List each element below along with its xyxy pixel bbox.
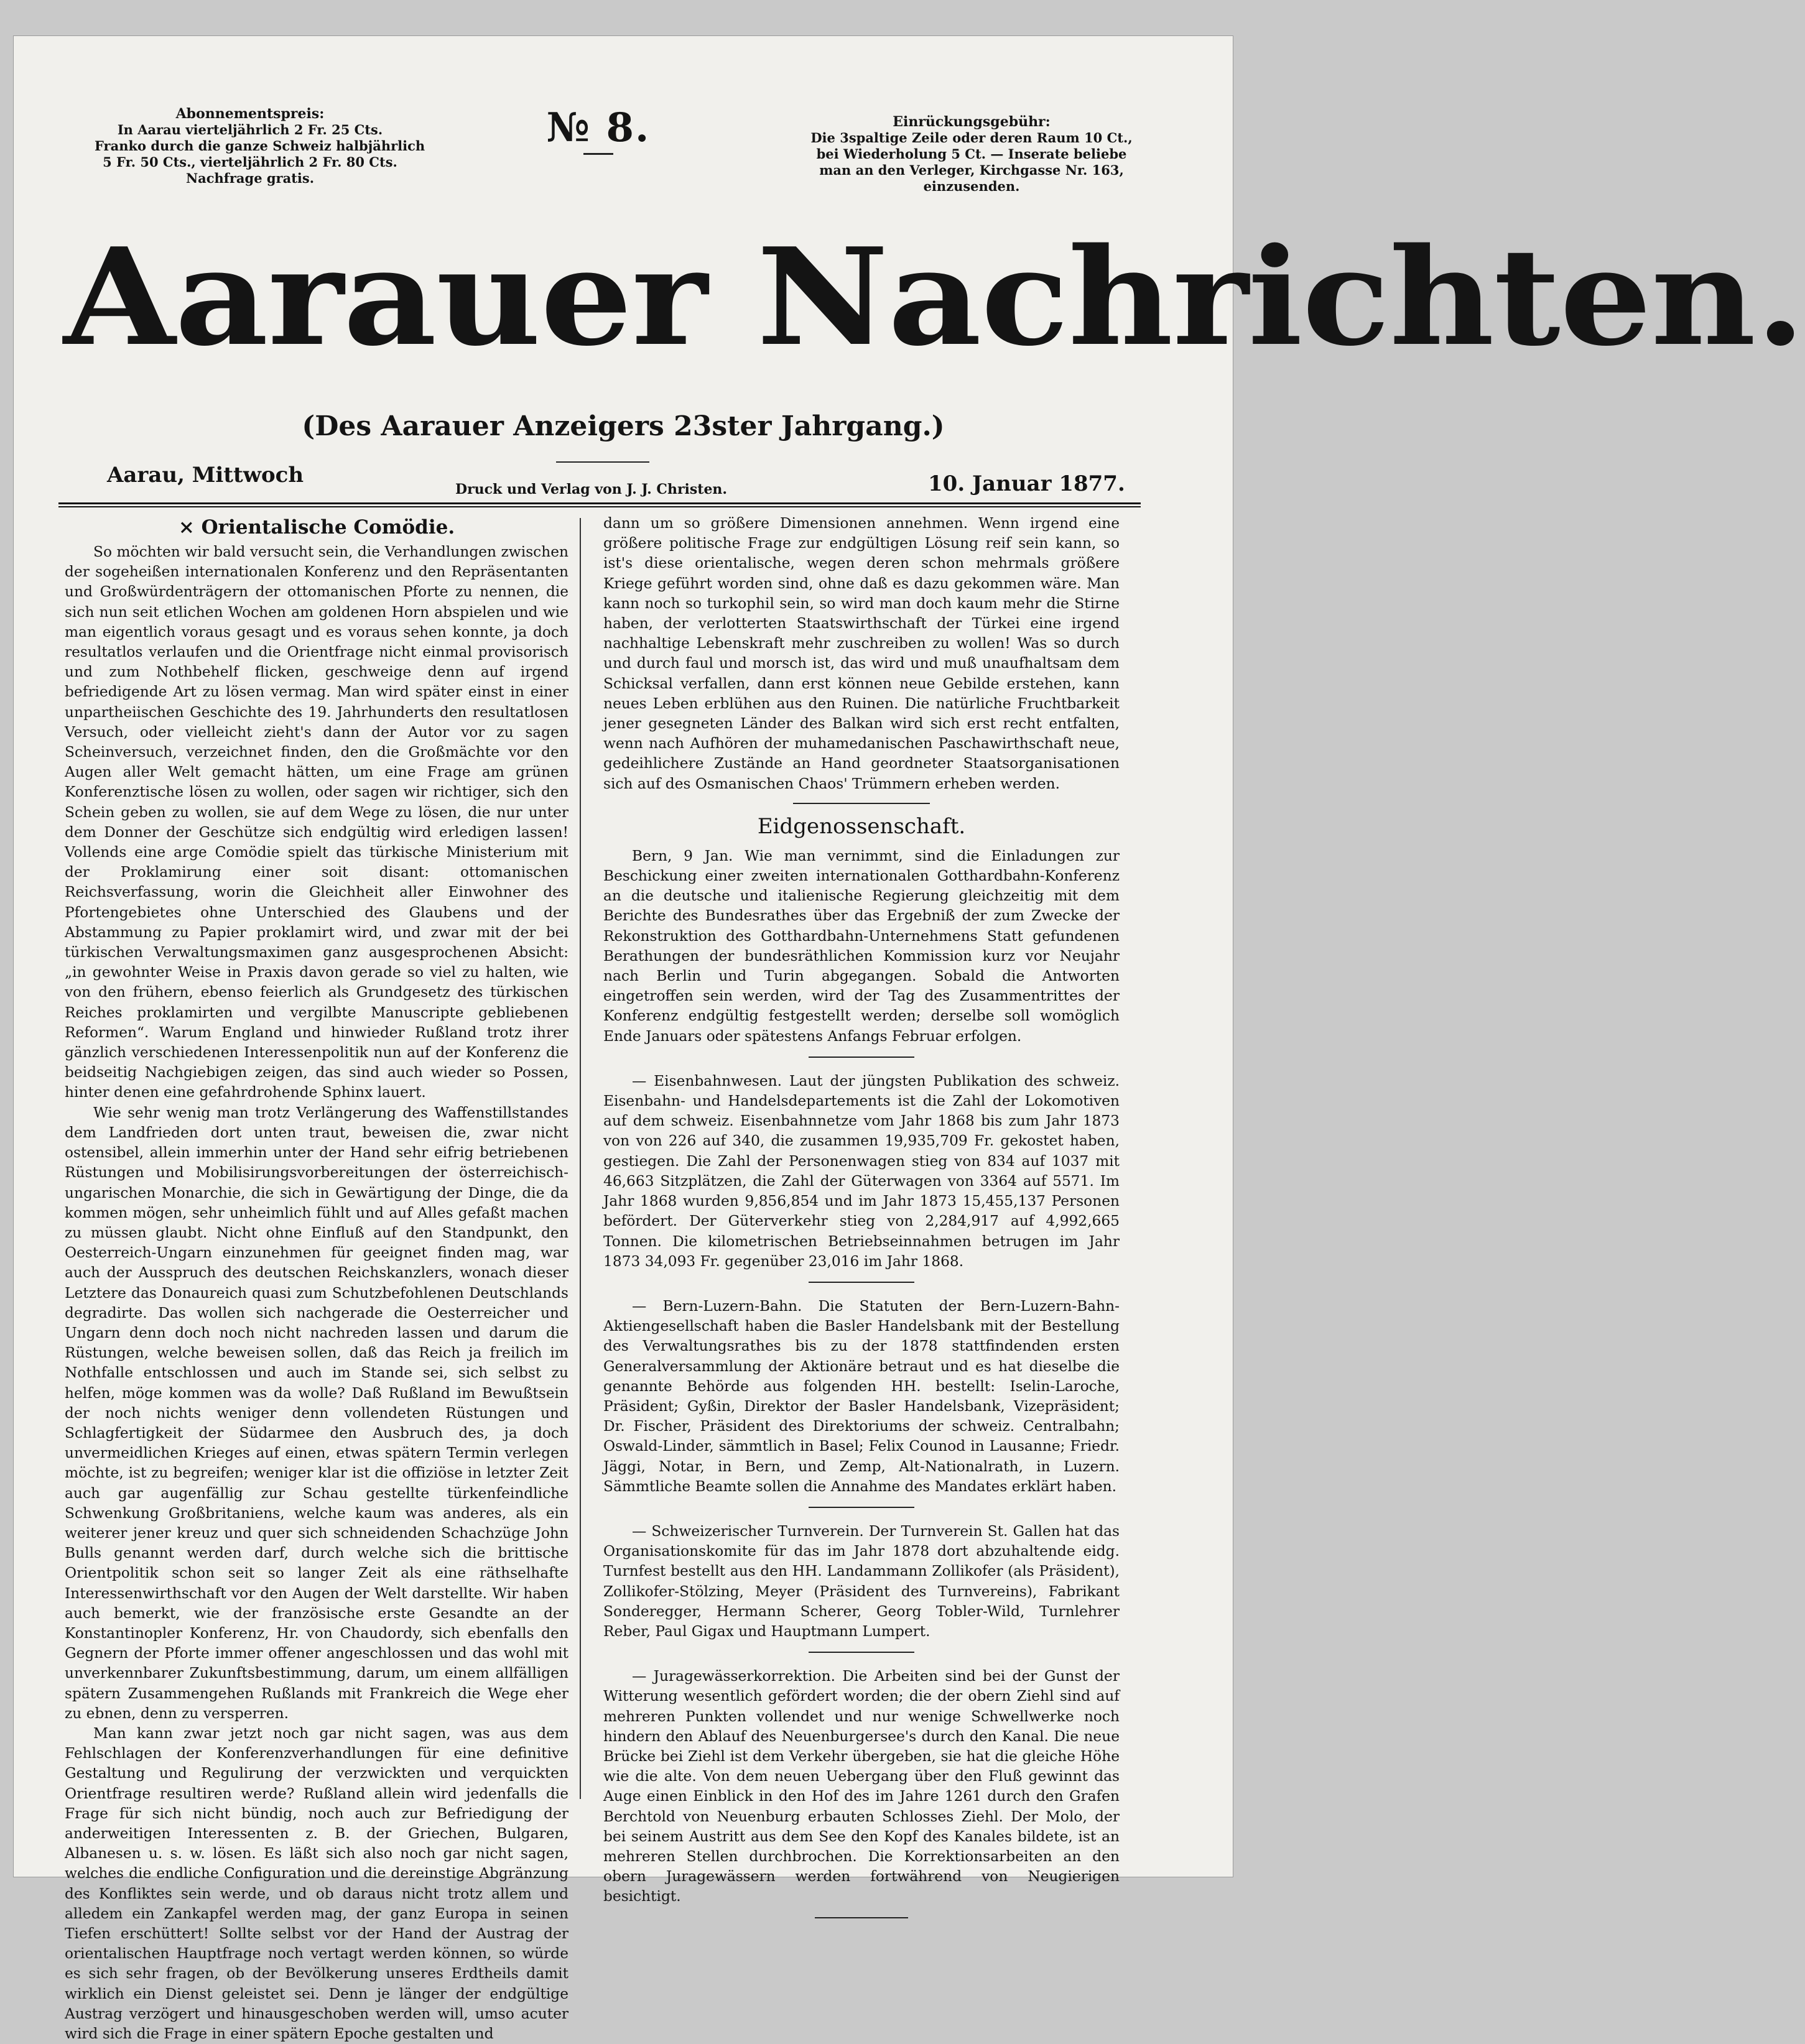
dateline-place: Aarau, Mittwoch bbox=[107, 463, 304, 488]
ad-fees-title: Einrückungsgebühr: bbox=[893, 114, 1051, 130]
issue-number: № 8. bbox=[546, 104, 651, 151]
subscription-line: Nachfrage gratis. bbox=[185, 170, 315, 186]
newspaper-page bbox=[14, 36, 1805, 2043]
news-item: — Schweizerischer Turnverein. Der Turnverein St. Gallen hat das Organisationskomite für das im Jahr 1878 dort abzuhaltende eidg. Turnfest bestellt aus den HH. Landammann Zollikofer (als Präsident), Zollikofer-Stölzing, Meyer (Präsident des Turnvereins), Fabrikant Sonderegger, Hermann Scherer, Georg Tobler-Wild, Turnlehrer Reber, Paul Gigax und Hauptmann Lumpert. bbox=[603, 1522, 1120, 1640]
news-item: — Bern-Luzern-Bahn. Die Statuten der Bern-Luzern-Bahn-Aktiengesellschaft haben die Basler Handelsbank mit der Bestellung des Verwaltungsrathes bis zu der 1878 stattfindenden ersten Generalversammlung der Aktionäre betraut und es hat dieselbe die genannte Behörde aus folgenden HH. bestellt: Iselin-Laroche, Präsident; Gyßin, Direktor der Basler Handelsbank, Vizepräsident; Dr. Fischer, Präsident des Direktoriums der schweiz. Centralbahn; Oswald-Linder, sämmtlich in Basel; Felix Counod in Lausanne; Friedr. Jäggi, Notar, in Bern, und Zemp, Alt-Nationalrath, in Luzern. Sämmtliche Beamte sollen die Annahme des Mandates erklärt haben. bbox=[603, 1297, 1120, 1495]
ad-fees-line: man an den Verleger, Kirchgasse Nr. 163, bbox=[819, 162, 1124, 178]
header-rule-top bbox=[58, 502, 1141, 504]
news-item: — Eisenbahnwesen. Laut der jüngsten Publikation des schweiz. Eisenbahn- und Handelsdepartements ist die Zahl der Lokomotiven auf dem schweiz. Eisenbahnnetze vom Jahr 1868 bis zum Jahr 1873 von von 226 auf 340, die zusammen 19,935,709 Fr. gekostet haben, gestiegen. Die Zahl der Personenwagen stieg von 834 auf 1037 mit 46,663 Sitzplätzen, die Zahl der Güterwagen von 3364 auf 5571. Im Jahr 1868 wurden 9,856,854 und im Jahr 1873 15,455,137 Personen befördert. Der Güterverkehr stieg von 2,284,917 auf 4,992,665 Tonnen. Die kilometrischen Betriebseinnahmen betrugen im Jahr 1873 34,093 Fr. gegenüber 23,016 im Jahr 1868. bbox=[603, 1072, 1120, 1270]
news-separator bbox=[809, 1057, 914, 1058]
masthead-title: Aarauer Nachrichten. bbox=[63, 218, 1805, 376]
news-item: — Juragewässerkorrektion. Die Arbeiten sind bei der Gunst der Witterung wesentlich gefördert worden; die der obern Ziehl sind auf mehreren Punkten vollendet und nur wenige Schwellwerke noch hindern den Ablauf des Neuenburgersee's durch den Kanal. Die neue Brücke bei Ziehl ist dem Verkehr übergeben, sie hat die gleiche Höhe wie die alte. Von dem neuen Uebergang über den Fluß gewinnt das Auge einen Einblick in den Hof des im Jahre 1261 durch den Grafen Berchtold von Neuenburg erbauten Schlosses Ziehl. Der Molo, der bei seinem Austritt aus dem See den Kopf des Kanales bildete, ist an mehreren Stellen durchbrochen. Die Korrektionsarbeiten an den obern Juragewässern werden fortwährend von Neugierigen besichtigt. bbox=[603, 1668, 1120, 1905]
left-column bbox=[65, 514, 568, 2043]
ad-fees-line: bei Wiederholung 5 Ct. — Inserate beliebe bbox=[816, 146, 1127, 162]
article-paragraph: So möchten wir bald versucht sein, die Verhandlungen zwischen der sogeheißen internationalen Konferenz und den Repräsentanten und Großwürdenträgern der ottomanischen Pforte zu nennen, die sich nun seit etlichen Wochen am goldenen Horn abspielen und wie man eigentlich voraus gesagt und es voraus sehen konnte, ja doch resultatlos verlaufen und die Orientfrage nicht einmal provisorisch und zum Nothbehelf flicken, geschweige denn auf irgend befriedigende Art zu lösen vermag. Man wird später einst in einer unpartheiischen Geschichte des 19. Jahrhunderts den resultatlosen Versuch, oder vielleicht zieht's dann der Autor vor zu sagen Scheinversuch, verzeichnet finden, den die Großmächte vor den Augen aller Welt gemacht hätten, um eine Frage am grünen Konferenztische lösen zu wollen, oder sagen wir richtiger, sich den Schein geben zu wollen, sie auf dem Wege zu lösen, die nur unter dem Donner der Geschütze sich endgültig wird erledigen lassen! Vollends eine arge Comödie spielt das türkische Ministerium mit der Proklamirung einer soit disant: ottomanischen Reichsverfassung, worin die Gleichheit aller Einwohner des Pfortengebietes ohne Unterschied des Glaubens und der Abstammung zu Papier proklamirt wird, und zwar mit der bei türkischen Verwaltungsmaximen ganz ausgesprochenen Absicht: „in gewohnter Weise in Praxis davon gerade so viel zu halten, wie von den frühern, ebenso feierlich als Grundgesetz des türkischen Reiches proklamirten und vergilbte Manuscripte gebliebenen Reformen“. Warum England und hinwieder Rußland trotz ihrer gänzlich verschiedenen Interessenpolitik nun auf der Konferenz die beidseitig Nachgiebigen zeigen, das sind auch wieder so Possen, hinter denen eine gefahrdrohende Sphinx lauert. bbox=[65, 543, 568, 1101]
right-column bbox=[603, 514, 1120, 1905]
article-continuation: dann um so größere Dimensionen annehmen. Wenn irgend eine größere politische Frage zur endgültigen Lösung reif sein kann, so ist's diese orientalische, wegen deren schon mehrmals größere Kriege geführt worden sind, ohne daß es dazu gekommen wäre. Man kann noch so turkophil sein, so wird man doch kaum mehr die Stirne haben, der verlotterten Staatswirthschaft der Türkei eine irgend nachhaltige Lebenskraft mehr zuschreiben zu wollen! Was so durch und durch faul und morsch ist, das wird und muß unaufhaltsam dem Schicksal verfallen, dann erst können neue Gebilde erstehen, kann neues Leben erblühen aus den Ruinen. Die natürliche Fruchtbarkeit jener gesegneten Länder des Balkan wird sich erst recht entfalten, wenn nach Aufhören der muhamedanischen Paschawirthschaft neue, gedeihlichere Zustände an Hand geordneter Staatsorganisationen sich auf des Osmanischen Chaos' Trümmern erheben werden. bbox=[603, 515, 1120, 792]
subscription-title: Abonnementspreis: bbox=[175, 106, 325, 122]
news-item: Bern, 9 Jan. Wie man vernimmt, sind die Einladungen zur Beschickung einer zweiten internationalen Gotthardbahn-Konferenz an die deutsche und italienische Regierung gleichzeitig mit dem Berichte des Bundesrathes über das Ergebniß der zum Zwecke der Rekonstruktion des Gotthardbahn-Unternehmens Statt gefundenen Berathungen der bundesräthlichen Kommission kurz vor Neujahr nach Berlin und Turin abgegangen. Sobald die Antworten eingetroffen sein werden, wird der Tag des Zusammentrittes der Konferenz endgültig festgestellt werden; derselbe soll womöglich Ende Januars oder spätestens Anfangs Februar erfolgen. bbox=[603, 847, 1120, 1045]
article-paragraph: Wie sehr wenig man trotz Verlängerung des Waffenstillstandes dem Landfrieden dort unten traut, beweisen die, zwar nicht ostensibel, allein immerhin unter der Hand sehr eifrig betriebenen Rüstungen und Mobilisirungsvorbereitungen der österreichisch-ungarischen Monarchie, die sich in Gewärtigung der Dinge, die da kommen mögen, sehr unheimlich fühlt und auf Alles gefaßt machen zu müssen glaubt. Nicht ohne Einfluß auf den Standpunkt, den Oesterreich-Ungarn einzunehmen für geeignet finden mag, war auch der Ausspruch des deutschen Reichskanzlers, wonach dieser Letztere das Donaureich quasi zum Schutzbefohlenen Deutschlands degradirte. Das wollen sich nachgerade die Oesterreicher und Ungarn denn doch noch nicht nachreden lassen und darum die Rüstungen, welche beweisen sollen, daß das Reich ja freilich im Nothfalle entschlossen und auch im Stande sei, sich selbst zu helfen, möge kommen was da wolle? Daß Rußland im Bewußtsein der noch nichts weniger denn vollendeten Rüstungen und Schlagfertigkeit der Südarmee den Ausbruch des, ja doch unvermeidlichen Krieges auf einen, etwas spätern Termin verlegen möchte, ist zu begreifen; weniger klar ist die offiziöse in letzter Zeit auch gar augenfällig zur Schau gestellte türkenfeindliche Schwenkung Großbritaniens, welche kaum was anderes, als ein weiterer jener kreuz und quer sich schneidenden Schachzüge John Bulls genannt werden darf, durch welche sich die brittische Orientpolitik schon seit so langer Zeit als eine räthselhafte Interessenwirthschaft vor den Augen der Welt darstellte. Wir haben auch bemerkt, wie der französische erste Gesandte an der Konstantinopler Konferenz, Hr. von Chaudordy, sich ebenfalls den Gegnern der Pforte immer offener angeschlossen und das wohl mit unverkennbarer Zukunftsbestimmung, darum, um einem allfälligen spätern Zusammengehen Rußlands mit Frankreich die Wege eher zu ebnen, denn zu versperren. bbox=[65, 1104, 568, 1722]
article-paragraph: Man kann zwar jetzt noch gar nicht sagen, was aus dem Fehlschlagen der Konferenzverhandlungen für eine definitive Gestaltung und Regulirung der verzwickten und verquickten Orientfrage resultiren werde? Rußland allein wird jedenfalls die Frage für sich nicht bündig, noch auch zur Befriedigung der anderweitigen Interessenten z. B. der Griechen, Bulgaren, Albanesen u. s. w. lösen. Es läßt sich also noch gar nicht sagen, welches die endliche Configuration und die dereinstige Abgränzung des Konfliktes sein werde, und ob daraus nicht trotz allem und alledem ein Zankapfel werden mag, der ganz Europa in seinen Tiefen erschüttert! Sollte selbst vor der Hand der Austrag der orientalischen Hauptfrage noch vertagt werden können, so würde es sich sehr fragen, ob der Bevölkerung unseres Erdtheils damit wirklich ein Dienst geleistet sei. Denn je länger der endgültige Austrag verzögert und hinausgeschoben werden will, umso acuter wird sich die Frage in einer spätern Epoche gestalten und bbox=[65, 1724, 568, 2043]
section-title: Eidgenossenschaft. bbox=[757, 813, 966, 839]
header-rule-bottom bbox=[58, 506, 1141, 507]
subtitle-rule bbox=[556, 461, 649, 463]
column-divider bbox=[580, 518, 581, 1799]
issue-number-rule bbox=[583, 153, 613, 155]
ad-fees-box bbox=[810, 114, 1133, 195]
ad-fees-line: Die 3spaltige Zeile oder deren Raum 10 Ct., bbox=[810, 130, 1133, 146]
subscription-box bbox=[95, 106, 425, 187]
subscription-line: 5 Fr. 50 Cts., vierteljährlich 2 Fr. 80 Cts. bbox=[103, 154, 397, 170]
subscription-line: In Aarau vierteljährlich 2 Fr. 25 Cts. bbox=[117, 122, 383, 137]
section-rule bbox=[793, 803, 930, 804]
news-separator bbox=[809, 1652, 914, 1653]
news-separator bbox=[809, 1507, 914, 1508]
ad-fees-line: einzusenden. bbox=[923, 178, 1020, 194]
printer-line: Druck und Verlag von J. J. Christen. bbox=[455, 481, 728, 497]
masthead-subtitle: (Des Aarauer Anzeigers 23ster Jahrgang.) bbox=[302, 410, 945, 442]
subscription-line: Franko durch die ganze Schweiz halbjährlich bbox=[95, 138, 425, 154]
news-separator bbox=[809, 1282, 914, 1283]
dateline-date: 10. Januar 1877. bbox=[928, 471, 1125, 496]
article-heading: × Orientalische Comödie. bbox=[178, 516, 455, 539]
news-separator bbox=[815, 1917, 908, 1918]
